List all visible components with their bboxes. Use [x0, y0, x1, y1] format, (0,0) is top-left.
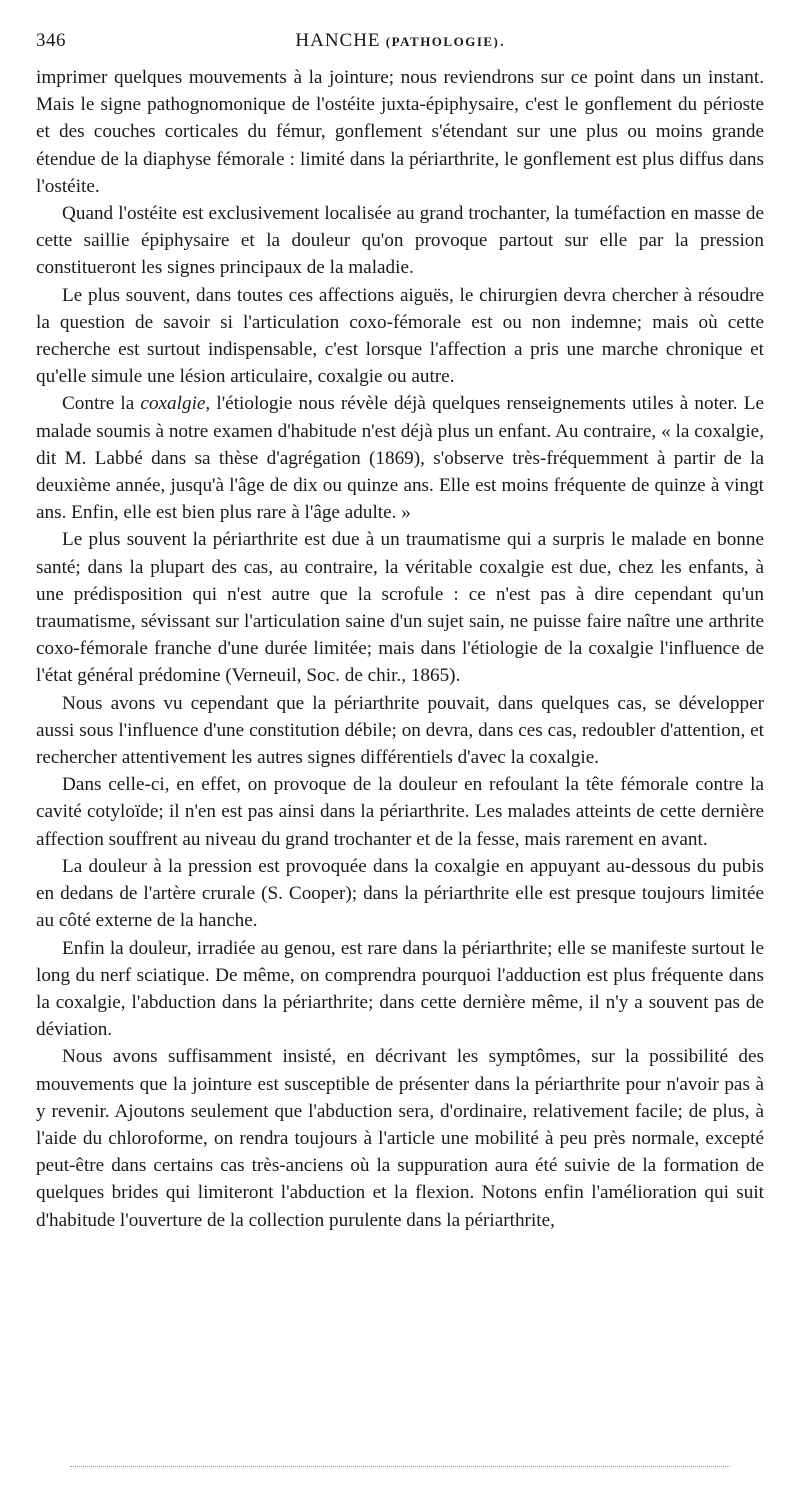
- running-title: [36, 30, 764, 52]
- paragraph-text: Enfin la douleur, irradiée au genou, est rare dans la périarthrite; elle se manifeste surtout le long du nerf sciatique. De même, on comprendra pourquoi l'adduction est plus fréquente dans la coxalgie, l'abduction dans la périarthrite; dans cette dernière même, il n'y a souvent pas de déviation.: [36, 937, 764, 1041]
- paragraph-6: [36, 690, 764, 772]
- paragraph-8: [36, 853, 764, 935]
- paragraph-text: Nous avons suffisamment insisté, en décrivant les symptômes, sur la possibilité des mouvements que la jointure est susceptible de présenter dans la périarthrite pour n'avoir pas à y revenir. Ajoutons seulement que l'abduction sera, d'ordinaire, relativement facile; de plus, à l'aide du chloroforme, on rendra toujours à l'article une mobilité à peu près normale, excepté peut-être dans certains cas très-anciens où la suppuration aura été suivie de la formation de quelques brides qui limiteront l'abduction et la flexion. Notons enfin l'amélioration qui suit d'habitude l'ouverture de la collection purulente dans la périarthrite,: [36, 1046, 764, 1231]
- paragraph-text: Contre la: [62, 393, 141, 415]
- paragraph-text: Nous avons vu cependant que la périarthrite pouvait, dans quelques cas, se développer aussi sous l'influence d'une constitution débile; on devra, dans ces cas, redoubler d'attention, et rechercher attentivement les autres signes différentiels d'avec la coxalgie.: [36, 692, 764, 769]
- paragraph-3: [36, 282, 764, 391]
- paragraph-text: Quand l'ostéite est exclusivement localisée au grand trochanter, la tuméfaction en masse de cette saillie épiphysaire et la douleur qu'on provoque partout sur elle par la pression constitueront les signes principaux de la maladie.: [36, 203, 764, 279]
- paragraph-5: [36, 526, 764, 689]
- page-number: 346: [36, 30, 66, 51]
- paragraph-text: imprimer quelques mouvements à la jointure; nous reviendrons sur ce point dans un instant. Mais le signe pathognomonique de l'ostéite juxta-épiphysaire, c'est le gonflement du périoste et des couches corticales du fémur, gonflement s'étendant sur une plus ou moins grande étendue de la diaphyse fémorale : limité dans la périarthrite, le gonflement est plus diffus dans l'ostéite.: [36, 67, 764, 197]
- paragraph-text: Le plus souvent la périarthrite est due à un traumatisme qui a surpris le malade en bonne santé; dans la plupart des cas, au contraire, la véritable coxalgie est due, chez les enfants, à une prédisposition qui n'est autre que la scrofule : ce n'est pas à dire cependant qu'un traumatisme, sévissant sur l'articulation saine d'un sujet sain, ne puisse faire naître une arthrite coxo-fémorale franche d'une durée limitée; mais dans l'étiologie de la coxalgie l'influence de l'état général prédomine (Verneuil, Soc. de chir., 1865).: [36, 529, 764, 687]
- body-text: [36, 64, 764, 1234]
- page: [36, 30, 764, 1234]
- running-title-end: .: [499, 30, 505, 51]
- page-bottom-rule: [70, 1466, 730, 1467]
- paragraph-4: [36, 390, 764, 526]
- paragraph-text: Dans celle-ci, en effet, on provoque de la douleur en refoulant la tête fémorale contre la cavité cotyloïde; il n'en est pas ainsi dans la périarthrite. Les malades atteints de cette dernière affection souffrent au niveau du grand trochanter et de la fesse, mais rarement en avant.: [36, 774, 764, 850]
- running-title-main: HANCHE: [295, 30, 381, 51]
- running-head: [36, 30, 764, 60]
- emphasis-text: coxalgie: [140, 393, 206, 415]
- paragraph-1: [36, 64, 764, 200]
- paragraph-text: Le plus souvent, dans toutes ces affections aiguës, le chirurgien devra chercher à résoudre la question de savoir si l'articulation coxo-fémorale est ou non indemne; mais où cette recherche est surtout indispensable, c'est lorsque l'affection a pris une marche chronique et qu'elle simule une lésion articulaire, coxalgie ou autre.: [36, 284, 764, 388]
- paragraph-text: La douleur à la pression est provoquée dans la coxalgie en appuyant au-dessous du pubis en dedans de l'artère crurale (S. Cooper); dans la périarthrite elle est presque toujours limitée au côté externe de la hanche.: [36, 855, 764, 932]
- running-title-sub: (PATHOLOGIE): [385, 34, 500, 49]
- paragraph-9: [36, 935, 764, 1044]
- paragraph-10: [36, 1043, 764, 1233]
- paragraph-text: , l'étiologie nous révèle déjà quelques renseignements utiles à noter. Le malade soumis à notre examen d'habitude n'est déjà plus un enfant. Au contraire, « la coxalgie, dit M. Labbé dans sa thèse d'agrégation (1869), s'observe très-fréquemment à partir de la deuxième année, jusqu'à l'âge de dix ou quinze ans. Elle est moins fréquente de quinze à vingt ans. Enfin, elle est bien plus rare à l'âge adulte. »: [36, 393, 764, 524]
- paragraph-7: [36, 771, 764, 853]
- paragraph-2: [36, 200, 764, 282]
